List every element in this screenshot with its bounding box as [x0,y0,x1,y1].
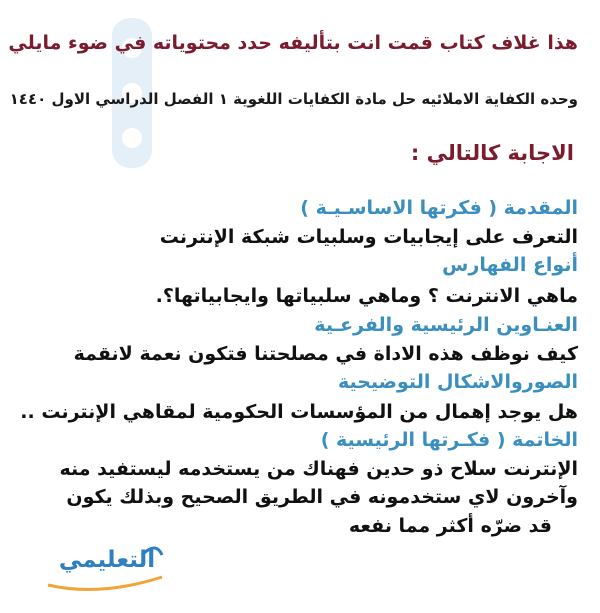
section-text-titles: كيف نوظف هذه الاداة في مصلحتنا فتكون نعمة لانقمة [73,343,578,365]
intro-text: وحده الكفاية الاملائيه حل مادة الكفايات اللغوية ١ الفصل الدراسي الاول ١٤٤٠ [9,90,578,108]
section-text-introduction: التعرف على إيجابيات وسلبيات شبكة الإنترنت [159,226,578,248]
section-heading-indexes: أنواع الفهارس [442,254,578,276]
logo-text: التعليمي [58,547,156,573]
section-text-indexes: ماهي الانترنت ؟ وماهي سلبياتها وايجابياتها؟. [155,285,578,307]
section-heading-conclusion: الخاتمة ( فكـرتها الرئيسية ) [320,429,578,451]
section-text-conclusion-1: الإنترنت سلاح ذو حدين فهناك من يستخدمه ليستفيد منه [59,458,578,480]
section-heading-introduction: المقدمة ( فكرتها الاساسـيـة ) [300,197,578,219]
section-text-conclusion-2: وآخرون لاي ستخدمونه في الطريق الصحيح وبذلك يكون [66,486,578,508]
section-text-images: هل يوجد إهمال من المؤسسات الحكومية لمقاهي الإنترنت .. [20,401,578,423]
section-text-conclusion-3: قد ضرّه أكثر مما نفعه [348,515,552,537]
answer-title: الاجابة كالتالي : [410,141,574,165]
section-heading-images: الصوروالاشكال التوضيحية [337,371,578,393]
page-title: هذا غلاف كتاب قمت انت بتأليفه حدد محتوياته في ضوء مايلي [8,32,578,54]
section-heading-titles: العنـاوين الرئيسية والفرعـية [314,314,578,336]
site-logo [40,525,170,595]
